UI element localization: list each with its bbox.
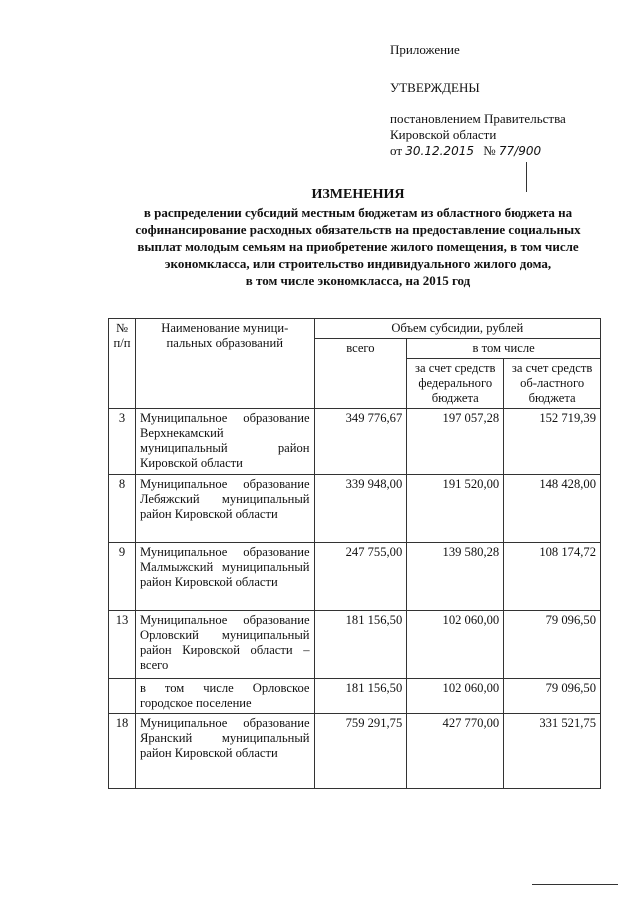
header-row-1	[109, 319, 601, 339]
table-row	[109, 714, 601, 789]
appendix-label: Приложение	[390, 42, 460, 57]
row-regional: 148 428,00	[504, 475, 601, 543]
row-municipality: в том числе Орловское городское поселение	[135, 679, 314, 714]
row-regional: 152 719,39	[504, 409, 601, 475]
approved-stamp	[390, 80, 480, 96]
col-header-num: № п/п	[109, 319, 136, 409]
row-regional: 108 174,72	[504, 543, 601, 611]
number-value: 77/900	[498, 144, 542, 158]
row-total: 759 291,75	[314, 714, 407, 789]
document-heading	[108, 186, 608, 289]
row-federal: 197 057,28	[407, 409, 504, 475]
row-municipality: Муниципальное образование Малмыжский муниципальный район Кировской области	[135, 543, 314, 611]
row-municipality: Муниципальное образование Лебяжский муниципальный район Кировской области	[135, 475, 314, 543]
row-num	[109, 679, 136, 714]
number-prefix: №	[483, 143, 496, 158]
row-municipality: Муниципальное образование Орловский муниципальный район Кировской области – всего	[135, 611, 314, 679]
col-header-volume: Объем субсидии, рублей	[314, 319, 600, 339]
row-num: 8	[109, 475, 136, 543]
row-federal: 139 580,28	[407, 543, 504, 611]
row-federal: 102 060,00	[407, 611, 504, 679]
row-federal: 102 060,00	[407, 679, 504, 714]
approved-label: УТВЕРЖДЕНЫ	[390, 80, 480, 95]
row-total: 181 156,50	[314, 611, 407, 679]
row-num: 3	[109, 409, 136, 475]
col-header-name: Наименование муници-пальных образований	[135, 319, 314, 409]
row-num: 9	[109, 543, 136, 611]
table-row	[109, 475, 601, 543]
heading-line-1: в распределении субсидий местным бюджетам из областного бюджета на	[143, 205, 573, 220]
row-federal: 191 520,00	[407, 475, 504, 543]
table-row	[109, 611, 601, 679]
resolution-date-line	[390, 143, 566, 159]
resolution-line-2: Кировской области	[390, 127, 497, 142]
heading-line-2: софинансирование расходных обязательств на предоставление социальных	[135, 222, 581, 237]
col-header-federal: за счет средств федерального бюджета	[407, 359, 504, 409]
footer-rule	[532, 884, 618, 885]
heading-line-5: в том числе экономкласса, на 2015 год	[245, 273, 471, 288]
col-header-regional: за счет средств об-ластного бюджета	[504, 359, 601, 409]
resolution-line-1: постановлением Правительства	[390, 111, 566, 126]
row-regional: 79 096,50	[504, 679, 601, 714]
resolution-block	[390, 111, 566, 159]
heading-line-3: выплат молодым семьям на приобретение жилого помещения, в том числе	[137, 239, 579, 254]
row-municipality: Муниципальное образование Верхнекамский муниципальный район Кировской области	[135, 409, 314, 475]
row-num: 13	[109, 611, 136, 679]
row-total: 181 156,50	[314, 679, 407, 714]
row-total: 339 948,00	[314, 475, 407, 543]
row-total: 247 755,00	[314, 543, 407, 611]
date-prefix: от	[390, 143, 403, 158]
approval-block	[390, 42, 460, 58]
col-header-total: всего	[314, 339, 407, 409]
row-num: 18	[109, 714, 136, 789]
table-row	[109, 679, 601, 714]
row-federal: 427 770,00	[407, 714, 504, 789]
heading-line-4: экономкласса, или строительство индивидуального жилого дома,	[164, 256, 552, 271]
heading-title: ИЗМЕНЕНИЯ	[311, 187, 405, 202]
row-regional: 331 521,75	[504, 714, 601, 789]
table-row	[109, 543, 601, 611]
col-header-including: в том числе	[407, 339, 601, 359]
table-row	[109, 409, 601, 475]
subsidy-table	[108, 318, 601, 789]
date-value: 30.12.2015	[405, 144, 474, 158]
row-total: 349 776,67	[314, 409, 407, 475]
row-municipality: Муниципальное образование Яранский муниципальный район Кировской области	[135, 714, 314, 789]
row-regional: 79 096,50	[504, 611, 601, 679]
